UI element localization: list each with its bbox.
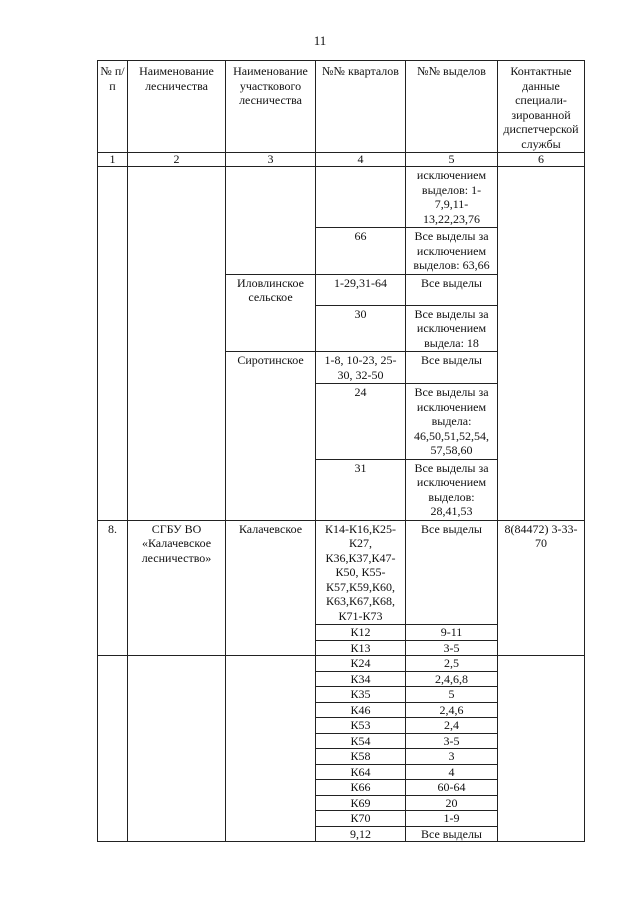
plots-cell: 2,5 [406, 656, 498, 672]
contact-cell [498, 167, 585, 521]
quarters-cell: К58 [316, 749, 406, 765]
column-index-row [98, 153, 585, 167]
header-district: Наименование участкового лесничества [226, 61, 316, 153]
plots-cell: Все выделы [406, 352, 498, 384]
header-row [98, 61, 585, 153]
quarters-cell: К12 [316, 625, 406, 641]
contact-cell: 8(84472) 3-33-70 [498, 520, 585, 656]
contact-cell [498, 656, 585, 842]
district-cell [226, 656, 316, 842]
quarters-cell: К13 [316, 640, 406, 656]
num-cell [98, 656, 128, 842]
plots-cell: 2,4 [406, 718, 498, 734]
table-row [98, 656, 585, 672]
plots-cell: 2,4,6,8 [406, 671, 498, 687]
quarters-cell: К46 [316, 702, 406, 718]
col-index: 2 [128, 153, 226, 167]
quarters-cell: К69 [316, 795, 406, 811]
forestry-cell [128, 167, 226, 521]
header-contacts: Контактные данные специали-зированной диспетчерской службы [498, 61, 585, 153]
district-cell: Калачевское [226, 520, 316, 656]
quarters-cell: К66 [316, 780, 406, 796]
quarters-cell: К24 [316, 656, 406, 672]
plots-cell: Все выделы за исключением выдела: 46,50,51,52,54, 57,58,60 [406, 384, 498, 460]
quarters-cell: К70 [316, 811, 406, 827]
plots-cell: 1-9 [406, 811, 498, 827]
quarters-cell: К64 [316, 764, 406, 780]
header-plots: №№ выделов [406, 61, 498, 153]
plots-cell: Все выделы [406, 826, 498, 842]
plots-cell: Все выделы за исключением выделов: 63,66 [406, 228, 498, 275]
col-index: 4 [316, 153, 406, 167]
plots-cell: Все выделы за исключением выделов: 28,41,53 [406, 459, 498, 520]
table-row [98, 520, 585, 625]
header-num: № п/п [98, 61, 128, 153]
plots-cell: 60-64 [406, 780, 498, 796]
quarters-cell: 1-8, 10-23, 25-30, 32-50 [316, 352, 406, 384]
plots-cell: 3 [406, 749, 498, 765]
quarters-cell: 31 [316, 459, 406, 520]
forestry-cell: СГБУ ВО «Калачевское лесничество» [128, 520, 226, 656]
district-cell [226, 167, 316, 275]
header-forestry: Наименование лесничества [128, 61, 226, 153]
quarters-cell: К53 [316, 718, 406, 734]
plots-cell: 4 [406, 764, 498, 780]
quarters-cell: К34 [316, 671, 406, 687]
page-number: 11 [313, 33, 327, 48]
col-index: 5 [406, 153, 498, 167]
plots-cell: Все выделы [406, 274, 498, 305]
plots-cell: исключением выделов: 1-7,9,11-13,22,23,76 [406, 167, 498, 228]
district-cell: Иловлинское сельское [226, 274, 316, 352]
num-cell: 8. [98, 520, 128, 656]
plots-cell: 2,4,6 [406, 702, 498, 718]
quarters-cell: 66 [316, 228, 406, 275]
plots-cell: 3-5 [406, 733, 498, 749]
quarters-cell: К35 [316, 687, 406, 703]
col-index: 6 [498, 153, 585, 167]
plots-cell: 9-11 [406, 625, 498, 641]
block3-rows [98, 656, 585, 842]
forestry-table [97, 60, 585, 842]
plots-cell: 20 [406, 795, 498, 811]
col-index: 1 [98, 153, 128, 167]
forestry-cell [128, 656, 226, 842]
quarters-cell: 24 [316, 384, 406, 460]
num-cell [98, 167, 128, 521]
quarters-cell: К14-К16,К25-К27, К36,К37,К47-К50, К55-К57,К59,К60, К63,К67,К68, К71-К73 [316, 520, 406, 625]
header-quarters: №№ кварталов [316, 61, 406, 153]
quarters-cell: 9,12 [316, 826, 406, 842]
quarters-cell: 1-29,31-64 [316, 274, 406, 305]
quarters-cell: 30 [316, 305, 406, 352]
district-cell: Сиротинское [226, 352, 316, 521]
plots-cell: Все выделы за исключением выдела: 18 [406, 305, 498, 352]
plots-cell: 3-5 [406, 640, 498, 656]
table-row [98, 167, 585, 228]
col-index: 3 [226, 153, 316, 167]
quarters-cell [316, 167, 406, 228]
plots-cell: 5 [406, 687, 498, 703]
plots-cell: Все выделы [406, 520, 498, 625]
quarters-cell: К54 [316, 733, 406, 749]
